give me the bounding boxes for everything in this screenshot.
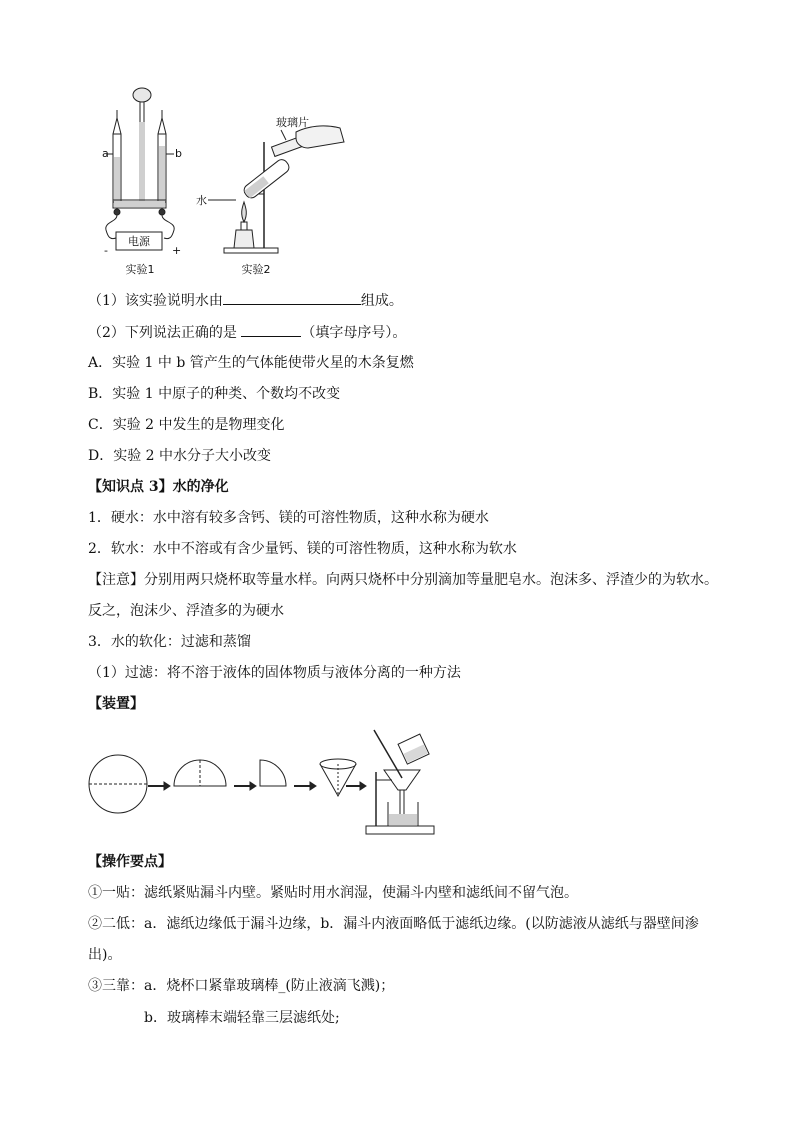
softening-heading: 3．水的软化：过滤和蒸馏	[88, 634, 251, 650]
point-3-line-2: b．玻璃棒末端轻靠三层滤纸处;	[144, 1010, 340, 1026]
point-2-line-2: 出)。	[88, 947, 122, 963]
point-1: ①一贴：滤纸紧贴漏斗内壁。紧贴时用水润湿，使漏斗内壁和滤纸间不留气泡。	[88, 885, 578, 901]
caption-exp2: 实验2	[241, 263, 271, 276]
device-heading: 【装置】	[88, 696, 144, 712]
answer-blank-1	[223, 290, 361, 305]
option-d: D．实验 2 中水分子大小改变	[88, 448, 272, 464]
note-line-2: 反之，泡沫少、浮渣多的为硬水	[88, 603, 284, 619]
option-a: A．实验 1 中 b 管产生的气体能使带火星的木条复燃	[88, 355, 414, 371]
label-a: a	[102, 147, 109, 160]
label-b: b	[175, 147, 182, 160]
label-water: 水	[196, 194, 207, 207]
question-1: （1）该实验说明水由 组成。	[88, 290, 403, 311]
question-2: （2）下列说法正确的是 （填字母序号）。	[88, 322, 406, 343]
option-c: C．实验 2 中发生的是物理变化	[88, 417, 285, 433]
key-points-heading: 【操作要点】	[88, 854, 172, 870]
section-title: 【知识点 3】水的净化	[88, 479, 229, 495]
filtration-figure	[84, 722, 444, 842]
answer-blank-2	[241, 322, 301, 337]
caption-exp1: 实验1	[125, 263, 155, 276]
label-glass: 玻璃片	[276, 116, 309, 129]
point-3-line-1: ③三靠：a．烧杯口紧靠玻璃棒_(防止液滴飞溅)；	[88, 978, 395, 994]
hard-water-definition: 1．硬水：水中溶有较多含钙、镁的可溶性物质，这种水称为硬水	[88, 510, 489, 526]
label-power: 电源	[128, 235, 150, 248]
point-2-line-1: ②二低：a．滤纸边缘低于漏斗边缘，b．漏斗内液面略低于滤纸边缘。(以防滤液从滤纸与器壁间渗	[88, 916, 699, 932]
label-plus: +	[172, 244, 182, 257]
note-line-1: 【注意】分别用两只烧杯取等量水样。向两只烧杯中分别滴加等量肥皂水。泡沫多、浮渣少的为软水。	[88, 572, 718, 588]
label-minus: -	[104, 244, 108, 257]
filtration-definition: （1）过滤：将不溶于液体的固体物质与液体分离的一种方法	[88, 665, 461, 681]
option-b: B．实验 1 中原子的种类、个数均不改变	[88, 386, 341, 402]
soft-water-definition: 2．软水：水中不溶或有含少量钙、镁的可溶性物质，这种水称为软水	[88, 541, 517, 557]
experiment-figure	[96, 82, 356, 278]
